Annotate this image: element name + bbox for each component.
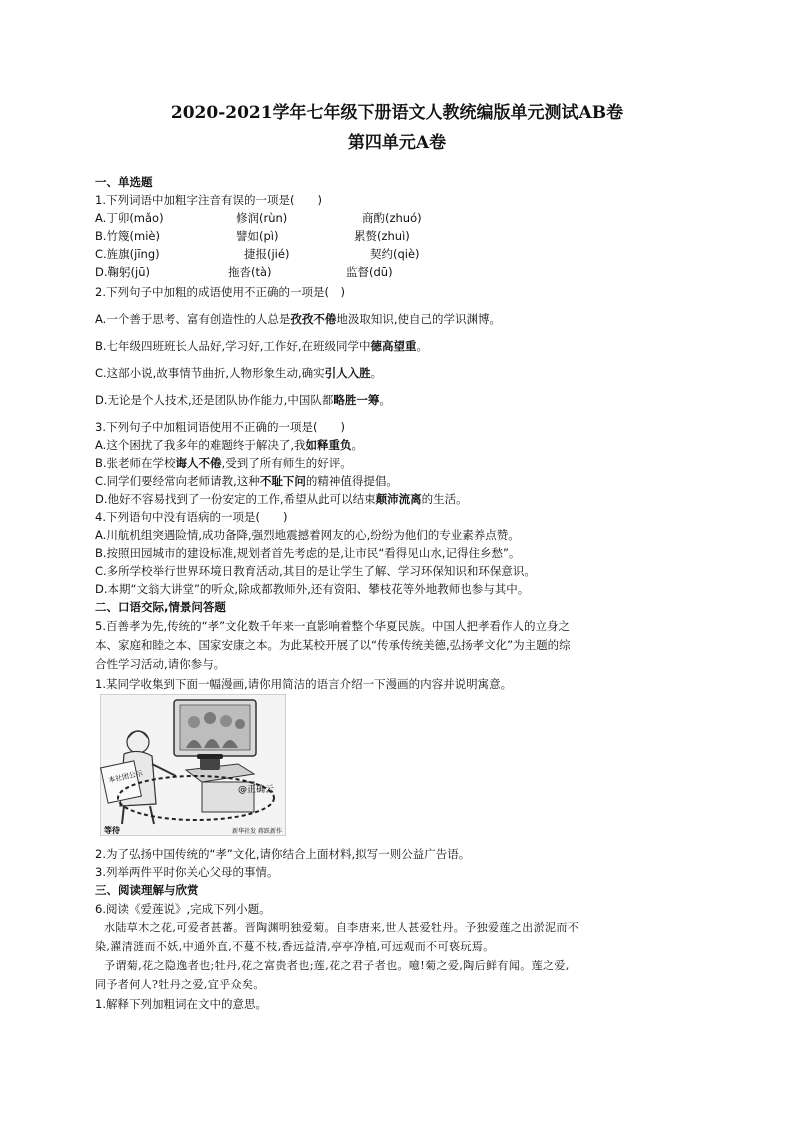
q2-option-b: B.七年级四班班长人品好,学习好,工作好,在班级同学中德高望重。 [95,339,429,353]
q1-option-d-1: D.鞠躬(jū) [95,265,150,279]
q2-option-c: C.这部小说,故事情节曲折,人物形象生动,确实引人入胜。 [95,366,383,380]
question-5-sub-1: 1.某同学收集到下面一幅漫画,请你用简洁的语言介绍一下漫画的内容并说明寓意。 [95,677,513,691]
q1-option-b-1: B.竹篾(miè) [95,229,160,243]
question-5-sub-3: 3.列举两件平时你关心父母的事情。 [95,865,279,879]
question-5-line-2: 本、家庭和睦之本、国家安康之本。为此某校开展了以“传承传统美德,弘扬孝文化”为主题的综 [95,638,571,652]
passage-line-4: 同予者何人?牡丹之爱,宜乎众矣。 [95,978,265,991]
q1-option-c-3: 契约(qiè) [370,247,420,261]
section-heading-1: 一、单选题 [95,175,153,189]
q1-option-a-1: A.丁卯(mǎo) [95,211,164,225]
q1-option-a-3: 商酌(zhuó) [362,211,422,225]
page-subtitle: 第四单元A卷 [347,133,447,153]
question-6-sub-1: 1.解释下列加粗词在文中的意思。 [95,997,267,1011]
q1-option-c-2: 捷报(jié) [244,247,290,261]
cartoon-caption-right: 新华社发 蒋跃新作 [232,828,282,835]
q4-option-a: A.川航机组突遇险情,成功备降,强烈地震撼着网友的心,纷纷为他们的专业素养点赞。 [95,528,520,542]
q3-option-d: D.他好不容易找到了一份安定的工作,希望从此可以结束颠沛流离的生活。 [95,492,468,506]
q4-option-c: C.多所学校举行世界环境日教育活动,其目的是让学生了解、学习环保知识和环保意识。 [95,564,536,578]
passage-line-1: 水陆草木之花,可爱者甚蕃。晋陶渊明独爱菊。自李唐来,世人甚爱牡丹。予独爱莲之出淤泥而不 [104,921,580,934]
cartoon-caption-left: 等待 [104,826,120,835]
page-title: 2020-2021学年七年级下册语文人教统编版单元测试AB卷 [170,103,624,123]
question-5-sub-2: 2.为了弘扬中国传统的“孝”文化,请你结合上面材料,拟写一则公益广告语。 [95,847,471,861]
question-2-stem: 2.下列句子中加粗的成语使用不正确的一项是( ) [95,285,345,299]
q3-option-a: A.这个困扰了我多年的难题终于解决了,我如释重负。 [95,438,363,452]
question-6-stem: 6.阅读《爱莲说》,完成下列小题。 [95,902,271,916]
question-5-line-3: 合性学习活动,请你参与。 [95,657,226,671]
q3-option-c: C.同学们要经常向老师请教,这种不耻下问的精神值得提倡。 [95,474,398,488]
q4-option-b: B.按照田园城市的建设标准,规划者首先考虑的是,让市民“看得见山水,记得住乡愁”。 [95,546,521,560]
q1-option-b-2: 譬如(pì) [236,229,279,243]
q4-option-d: D.本期“文翁大讲堂”的听众,除成都教师外,还有资阳、攀枝花等外地教师也参与其中。 [95,582,530,596]
passage-line-2: 染,濯清涟而不妖,中通外直,不蔓不枝,香远益清,亭亭净植,可远观而不可亵玩焉。 [95,940,495,953]
passage-line-3: 予谓菊,花之隐逸者也;牡丹,花之富贵者也;莲,花之君子者也。噫!菊之爱,陶后鲜有闻。莲之爱, [104,959,570,972]
q2-option-d: D.无论是个人技术,还是团队协作能力,中国队都略胜一筹。 [95,393,391,407]
q1-option-b-3: 累赘(zhuì) [354,229,410,243]
section-heading-3: 三、阅读理解与欣赏 [95,883,199,897]
tv-screen [174,700,256,756]
question-4-stem: 4.下列语句中没有语病的一项是( ) [95,510,288,524]
q1-option-d-2: 拖沓(tà) [228,265,272,279]
section-heading-2: 二、口语交际,情景问答题 [95,600,226,614]
q2-option-a: A.一个善于思考、富有创造性的人总是孜孜不倦地汲取知识,使自己的学识渊博。 [95,312,501,326]
q1-option-d-3: 监督(dū) [346,265,393,279]
cartoon-sign-text: 本社团公示 [107,769,144,785]
q1-option-c-1: C.旌旗(jīng) [95,247,160,261]
q3-option-b: B.张老师在学校诲人不倦,受到了所有师生的好评。 [95,456,352,470]
question-5-line-1: 5.百善孝为先,传统的“孝”文化数千年来一直影响着整个华夏民族。中国人把孝看作人的立身之 [95,619,571,633]
q1-option-a-2: 修润(rùn) [236,211,288,225]
cartoon-signature: @正确云 [238,785,275,795]
question-3-stem: 3.下列句子中加粗词语使用不正确的一项是( ) [95,420,345,434]
cartoon-illustration [100,694,286,836]
question-1-stem: 1.下列词语中加粗字注音有误的一项是( ) [95,193,322,207]
